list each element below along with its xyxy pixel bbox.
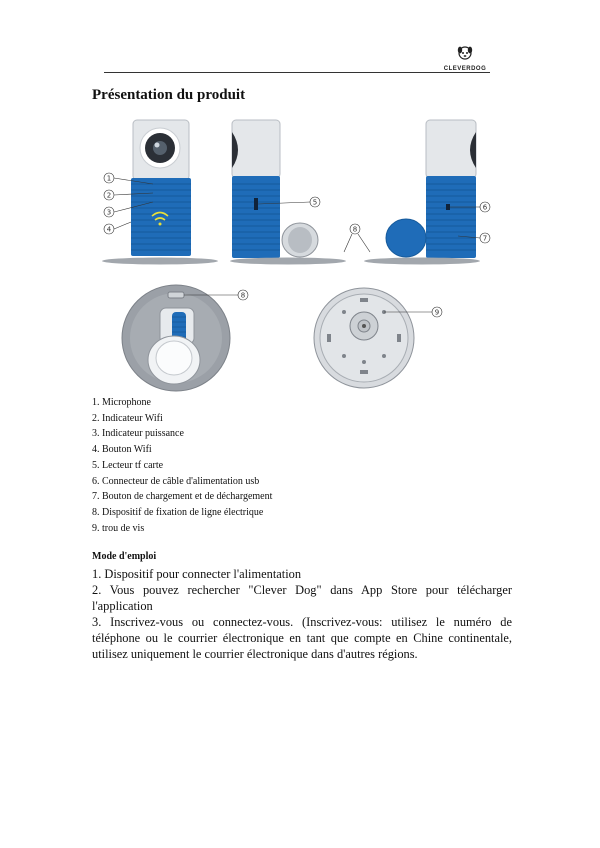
usage-step: 1. Dispositif pour connecter l'alimentation [92,567,302,581]
brand-logo [440,46,490,70]
legend-item: 8. Dispositif de fixation de ligne électrique [92,506,264,518]
header-rule [104,72,490,73]
callout-9: 9 [434,308,440,317]
legend-item: 9. trou de vis [92,522,145,534]
callout-8: 8 [352,225,358,234]
dog-logo-icon [457,46,473,60]
camera-back-figure [362,118,492,268]
callout-8-bottom: 8 [240,291,246,300]
camera-front-figure [100,118,222,268]
callout-4: 4 [106,225,112,234]
legend-item: 6. Connecteur de câble d'alimentation usb [92,475,260,487]
callout-3: 3 [106,208,112,217]
usage-title: Mode d'emploi [92,551,157,562]
usage-step: 2. Vous pouvez rechercher "Clever Dog" dans App Store pour télécharger l'application [92,583,512,613]
legend-item: 3. Indicateur puissance [92,428,184,440]
legend-item: 5. Lecteur tf carte [92,459,164,471]
base-clip-figure [118,282,268,394]
callout-7: 7 [482,234,488,243]
legend-item: 7. Bouton de chargement et de déchargement [92,491,273,503]
base-bottom-figure [312,282,472,394]
callout-5: 5 [312,198,318,207]
callout-1: 1 [106,174,112,183]
legend-item: 1. Microphone [92,397,151,408]
legend-item: 4. Bouton Wifi [92,444,152,456]
page-title: Présentation du produit [92,87,246,103]
usage-steps [92,566,512,662]
legend-item: 2. Indicateur Wifi [92,412,163,424]
callout-6: 6 [482,203,488,212]
parts-legend [92,395,272,536]
brand-name: CLEVERDOG [443,66,487,72]
usage-step: 3. Inscrivez-vous ou connectez-vous. (Inscrivez-vous: utilisez le numéro de téléphone ou le courrier électronique en tant que compte en Chine continentale, utilisez uniquement le courrier électronique dans d'autres régions. [92,615,512,661]
callout-2: 2 [106,191,112,200]
